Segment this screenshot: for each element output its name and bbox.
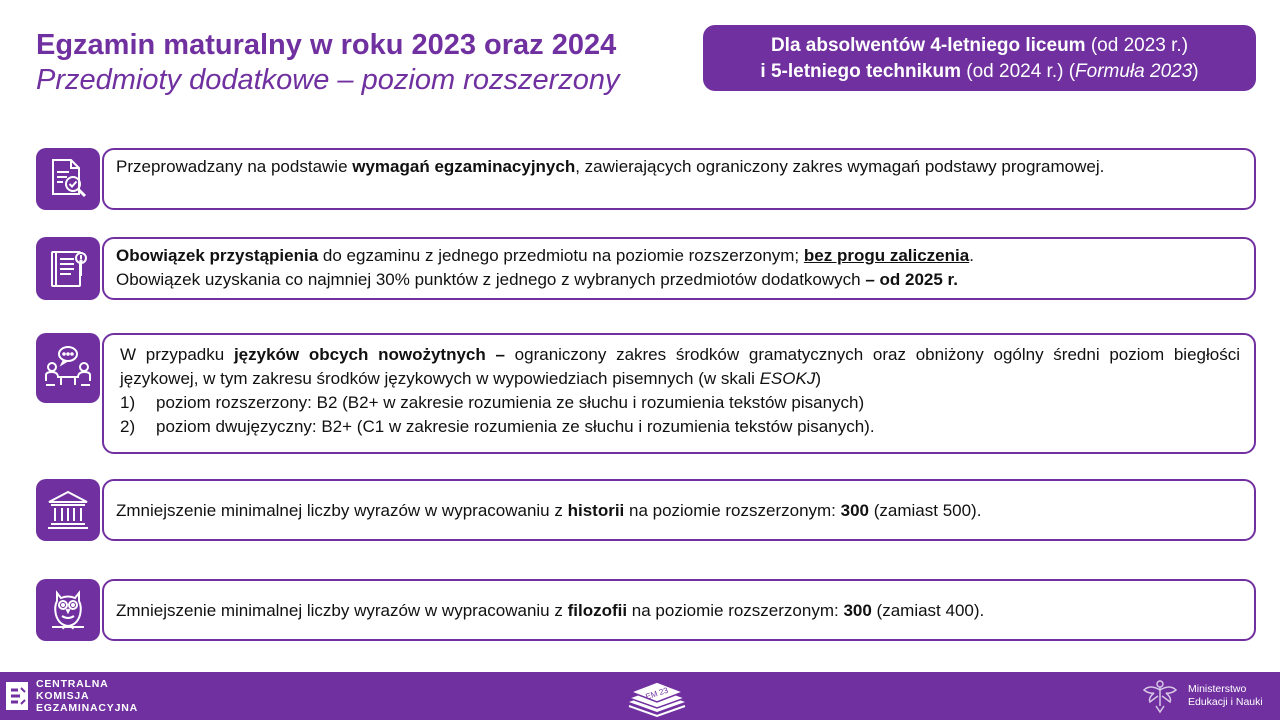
list-text: poziom rozszerzony: B2 (B2+ w zakresie rozumienia ze słuchu i rozumienia tekstów pisanych) (156, 393, 865, 412)
esokj-text: ESOKJ (759, 369, 816, 388)
em23-logo-text: EM 23 (644, 685, 670, 702)
text-bold: wymagań egzaminacyjnych (352, 157, 576, 176)
text-bold: 300 (840, 501, 870, 520)
badge-line-2 (703, 59, 1256, 85)
cke-mark-icon (6, 682, 28, 710)
text-bold: – (485, 345, 505, 364)
info-row-history (36, 479, 1256, 541)
text-segment: . (969, 246, 974, 265)
text-segment: Zmniejszenie minimalnej liczby wyrazów w wypracowaniu z (116, 501, 568, 520)
no-threshold-text: bez progu zaliczenia (803, 246, 970, 265)
text-segment: do egzaminu z jednego przedmiotu na poziomie rozszerzonym; (318, 246, 804, 265)
list-text: poziom dwujęzyczny: B2+ (C1 w zakresie rozumienia ze słuchu i rozumienia tekstów pisanych). (156, 417, 875, 436)
text-segment: W przypadku (120, 345, 234, 364)
ministry-line-1: Ministerstwo (1188, 683, 1247, 695)
badge-bold-1: Dla absolwentów 4-letniego liceum (770, 35, 1086, 56)
ministry-name (1188, 683, 1263, 709)
museum-icon (36, 479, 100, 541)
owl-icon (36, 579, 100, 641)
text-segment: na poziomie rozszerzonym: (627, 601, 844, 620)
languages-text (102, 333, 1256, 454)
text-bold: historii (567, 501, 625, 520)
text-bold: 300 (843, 601, 872, 620)
obligation-text (102, 237, 1256, 300)
info-row-requirements (36, 148, 1256, 210)
obligation-line-1 (116, 244, 1240, 268)
philosophy-text (102, 579, 1256, 641)
languages-paragraph (120, 343, 1240, 391)
badge-rest-2: (od 2024 r.) ( (960, 61, 1076, 82)
list-number: 2) (120, 417, 136, 436)
badge-formula: Formuła 2023 (1075, 61, 1193, 82)
document-search-icon (36, 148, 100, 210)
text-segment: Obowiązek uzyskania co najmniej 30% punktów z jednego z wybranych przedmiotów dodatkowych (116, 270, 866, 289)
info-row-philosophy (36, 579, 1256, 641)
list-item (120, 391, 1240, 415)
info-row-obligation (36, 237, 1256, 300)
text-bold: Obowiązek przystąpienia (116, 246, 319, 265)
cke-line-3: EGZAMINACYJNA (36, 702, 138, 714)
page-title (36, 28, 619, 98)
badge-line-1 (703, 33, 1256, 59)
badge-bold-2: i 5-letniego technikum (760, 61, 961, 82)
badge-rest-1: (od 2023 r.) (1085, 35, 1189, 56)
text-bold: języków obcych nowożytnych (233, 345, 486, 364)
list-number: 1) (120, 393, 136, 412)
history-text (102, 479, 1256, 541)
audience-badge (703, 25, 1256, 91)
text-segment: na poziomie rozszerzonym: (624, 501, 841, 520)
footer-bar (0, 672, 1280, 720)
list-item (120, 415, 1240, 439)
text-segment: ograniczony zakres środków gramatycznych oraz obniżony ogólny średni poziom biegłości językowej, w tym zakresu środków językowych w wypowiedziach pisemnych (w skali (120, 345, 1240, 388)
cke-line-2: KOMISJA (36, 690, 90, 702)
cke-line-1: CENTRALNA (36, 678, 109, 690)
text-segment: (zamiast 500). (869, 501, 982, 520)
conversation-icon (36, 333, 100, 403)
text-bold: – od 2025 r. (865, 270, 958, 289)
obligation-line-2 (116, 268, 1240, 292)
cke-logo (6, 678, 138, 714)
cke-name (36, 678, 138, 714)
text-segment: (zamiast 400). (871, 601, 985, 620)
text-bold: filozofii (567, 601, 628, 620)
info-row-languages (36, 333, 1256, 454)
document-rules-icon (36, 237, 100, 300)
ministry-logo (1140, 676, 1263, 716)
title-line-2: Przedmioty dodatkowe – poziom rozszerzony (36, 64, 620, 96)
badge-end-2: ) (1192, 61, 1199, 82)
eagle-emblem-icon (1140, 676, 1180, 716)
ministry-line-2: Edukacji i Nauki (1188, 696, 1263, 708)
text-segment: , zawierających ograniczony zakres wymagań podstawy programowej. (575, 157, 1105, 176)
requirements-text (102, 148, 1256, 210)
title-line-1: Egzamin maturalny w roku 2023 oraz 2024 (36, 29, 617, 61)
text-segment: ) (815, 369, 822, 388)
em23-logo-icon (625, 676, 689, 723)
text-segment: Zmniejszenie minimalnej liczby wyrazów w wypracowaniu z (116, 601, 568, 620)
text-segment: Przeprowadzany na podstawie (116, 157, 353, 176)
